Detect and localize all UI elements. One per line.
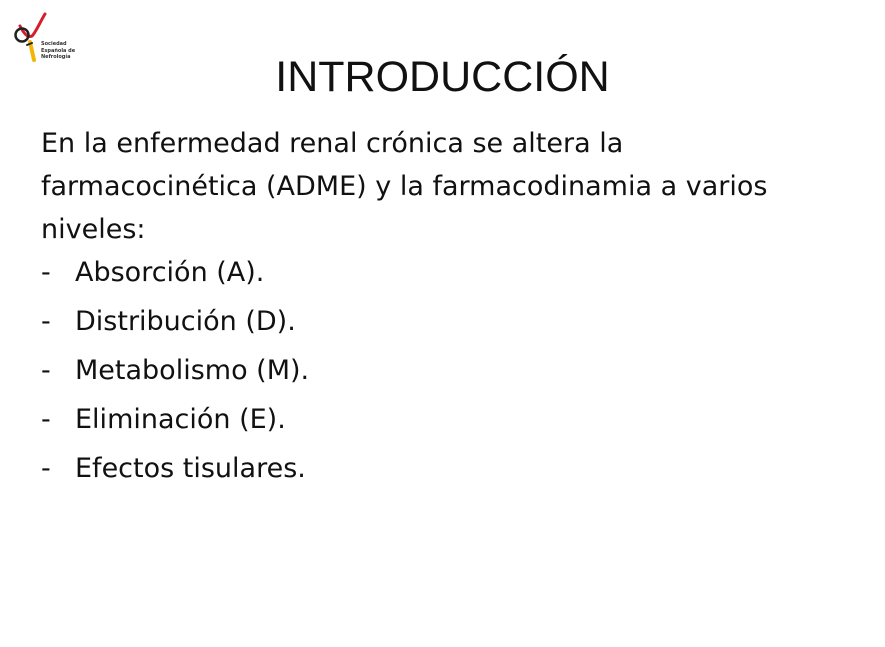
bullet-dash: - <box>41 257 51 288</box>
list-item <box>41 351 841 400</box>
bullet-text: Distribución (D). <box>75 306 296 337</box>
bullet-text: Metabolismo (M). <box>75 355 310 386</box>
bullet-text: Absorción (A). <box>75 257 265 288</box>
list-item <box>41 302 841 351</box>
bullet-dash: - <box>41 355 51 386</box>
logo-line: Española de <box>41 47 76 54</box>
intro-paragraph: En la enfermedad renal crónica se altera la farmacocinética (ADME) y la farmacodinamia a varios niveles: <box>41 128 768 245</box>
list-item <box>41 253 841 302</box>
logo-line: Sociedad <box>41 41 67 47</box>
slide-body <box>41 122 841 498</box>
list-item <box>41 400 841 449</box>
bullet-list <box>41 253 841 498</box>
bullet-text: Efectos tisulares. <box>75 453 306 484</box>
logo-line: Nefrología <box>41 54 71 60</box>
bullet-dash: - <box>41 306 51 337</box>
bullet-dash: - <box>41 453 51 484</box>
slide-title: INTRODUCCIÓN <box>275 53 610 101</box>
list-item <box>41 449 841 498</box>
bullet-text: Eliminación (E). <box>75 404 286 435</box>
bullet-dash: - <box>41 404 51 435</box>
